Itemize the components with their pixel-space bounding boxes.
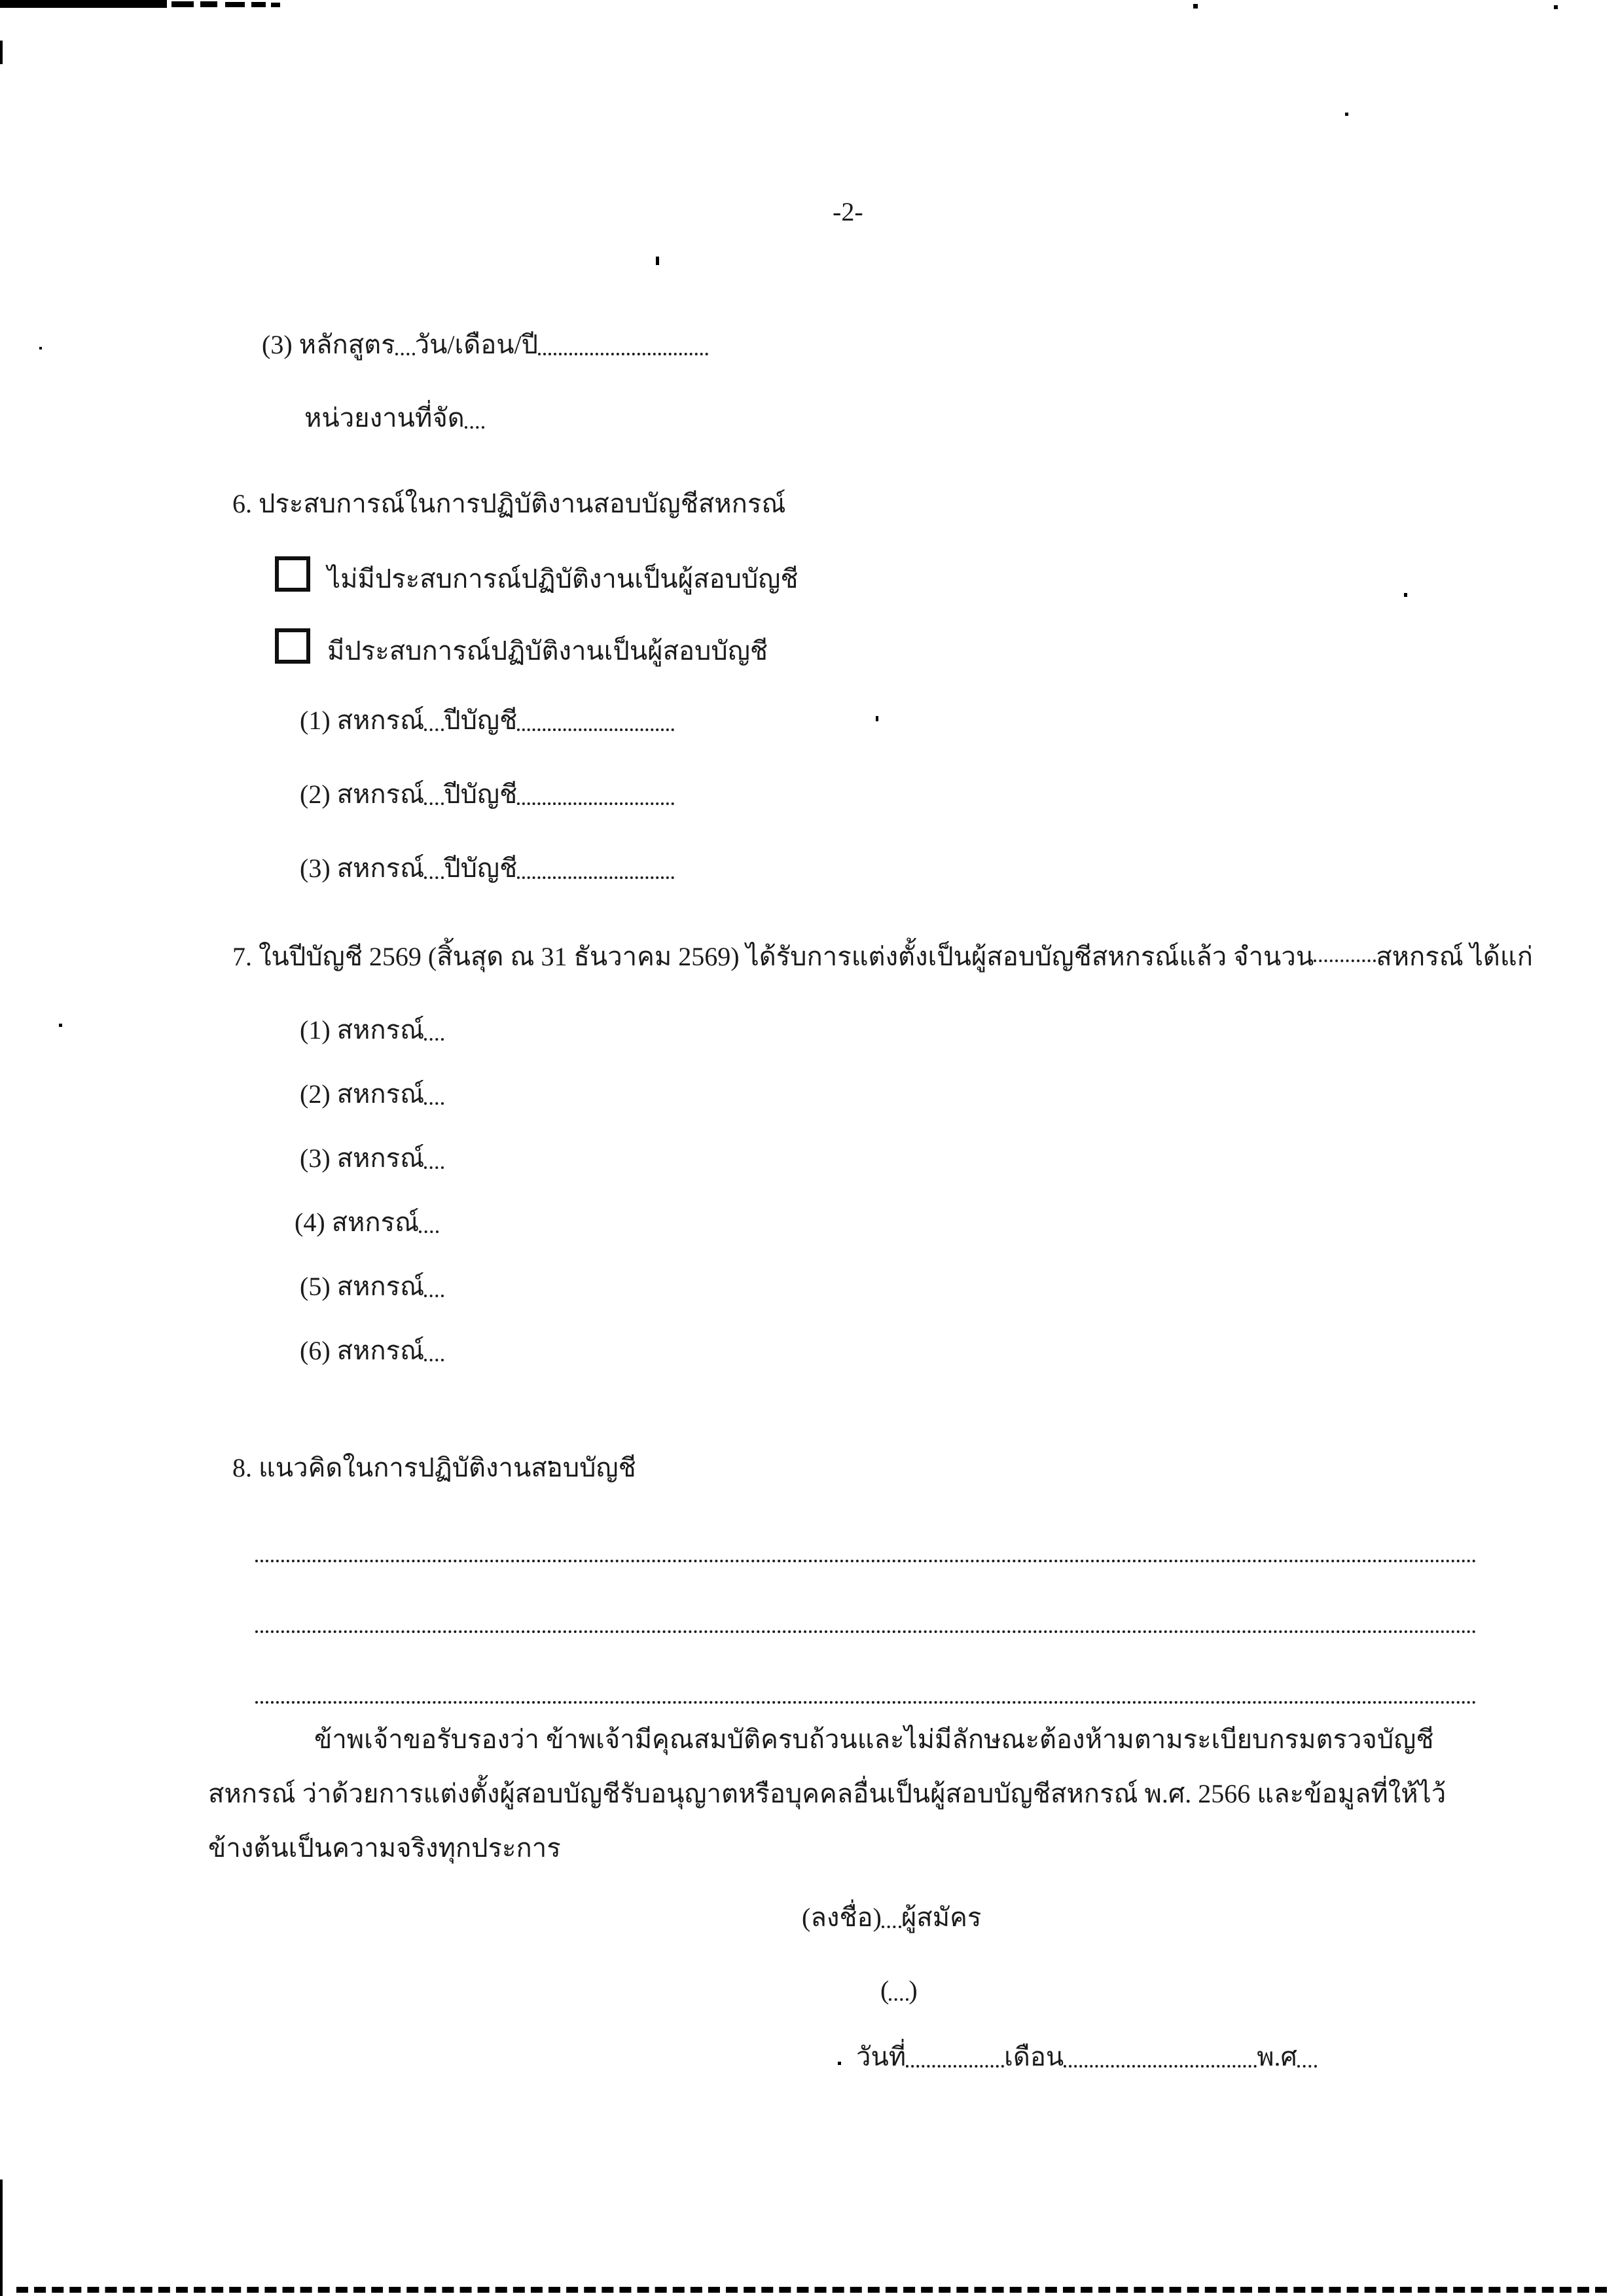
coop-label: (3) สหกรณ์: [300, 1143, 425, 1173]
section6-heading: 6. ประสบการณ์ในการปฏิบัติงานสอบบัญชีสหกรณ์: [232, 489, 786, 518]
coop-name-input-line[interactable]: [424, 1295, 444, 1297]
coop-name-input-line[interactable]: [424, 876, 444, 879]
option-no-experience: [275, 556, 799, 596]
coop-name-input-line[interactable]: [424, 1102, 444, 1105]
section7-heading-suffix: สหกรณ์ ได้แก่: [1376, 942, 1533, 971]
signature-row: [802, 1901, 1496, 1934]
month-label: เดือน: [1004, 2042, 1064, 2072]
scan-artifact: [39, 347, 42, 350]
scan-artifact: [0, 41, 3, 64]
concept-answer-line-2[interactable]: [255, 1630, 1477, 1633]
scan-artifact: [0, 2179, 3, 2296]
date-row: [856, 2041, 1422, 2073]
coop-name-input-line[interactable]: [424, 1166, 444, 1169]
scan-artifact: [251, 2, 266, 7]
coop-name-input-line[interactable]: [424, 728, 444, 731]
coop-label: (5) สหกรณ์: [300, 1272, 425, 1301]
signature-name-row: [880, 1974, 1427, 2007]
has-experience-label: มีประสบการณ์ปฏิบัติงานเป็นผู้สอบบัญชี: [327, 636, 768, 666]
scan-artifact: [1193, 4, 1198, 9]
course-date-label: วัน/เดือน/ปี: [414, 330, 539, 359]
fiscal-year-input-line[interactable]: [517, 802, 674, 805]
section8-heading: 8. แนวคิดในการปฏิบัติงานสอบบัญชี: [232, 1453, 636, 1482]
experience-row-2: [300, 778, 1477, 811]
scan-artifact: [656, 257, 659, 265]
has-experience-checkbox[interactable]: [275, 628, 310, 664]
month-input-line[interactable]: [1064, 2065, 1257, 2068]
fiscal-year-label: ปีบัญชี: [444, 853, 518, 883]
coop-label: (6) สหกรณ์: [300, 1336, 425, 1365]
coop-label: (1) สหกรณ์: [300, 706, 425, 735]
fiscal-year-label: ปีบัญชี: [444, 780, 518, 809]
page-number: -2-: [833, 197, 863, 226]
scan-artifact: [0, 0, 167, 8]
coop-name-input-line[interactable]: [424, 1359, 444, 1361]
scan-artifact: [271, 3, 280, 7]
date-label: วันที่: [856, 2042, 907, 2072]
scan-artifact: [1345, 113, 1348, 116]
appointed-row-1: [300, 1014, 1242, 1047]
organizer-input-line[interactable]: [465, 426, 484, 429]
appointed-row-3: [300, 1142, 1242, 1175]
declaration-line-3: ข้างต้นเป็นความจริงทุกประการ: [208, 1833, 561, 1863]
appointed-count-input-line[interactable]: [1314, 960, 1376, 962]
course-input-line[interactable]: [395, 353, 415, 355]
coop-name-input-line[interactable]: [424, 802, 444, 805]
scan-artifact: [225, 2, 245, 7]
scan-artifact: [16, 2287, 1607, 2293]
applicant-label: ผู้สมัคร: [901, 1903, 982, 1932]
paren-close: ): [908, 1975, 918, 2005]
fiscal-year-label: ปีบัญชี: [444, 706, 518, 735]
concept-answer-line-3[interactable]: [255, 1701, 1477, 1704]
appointed-row-5: [300, 1270, 1242, 1303]
era-label: พ.ศ: [1257, 2042, 1297, 2072]
scan-artifact: [200, 1, 217, 7]
concept-answer-line-1[interactable]: [255, 1560, 1477, 1562]
appointed-row-6: [300, 1335, 1242, 1367]
coop-label: (1) สหกรณ์: [300, 1015, 425, 1045]
scan-artifact: [59, 1024, 62, 1027]
signature-name-input-line[interactable]: [889, 1998, 908, 2001]
coop-label: (4) สหกรณ์: [295, 1208, 420, 1237]
coop-label: (3) สหกรณ์: [300, 853, 425, 883]
no-experience-checkbox[interactable]: [275, 556, 310, 592]
course-date-input-line[interactable]: [538, 353, 708, 355]
course-label: (3) หลักสูตร: [262, 330, 395, 359]
scan-artifact: [838, 2062, 841, 2065]
appointed-row-2: [300, 1078, 1242, 1111]
section7-heading-prefix: 7. ในปีบัญชี 2569 (สิ้นสุด ณ 31 ธันวาคม 2569) ได้รับการแต่งตั้งเป็นผู้สอบบัญชีสหกรณ์แล้ว จำนวน: [232, 942, 1314, 971]
fiscal-year-input-line[interactable]: [517, 728, 674, 731]
experience-row-1: [300, 704, 1477, 737]
scan-artifact: [171, 1, 194, 7]
coop-label: (2) สหกรณ์: [300, 1079, 425, 1109]
paren-open: (: [880, 1975, 890, 2005]
scan-artifact: [1554, 5, 1558, 9]
year-input-line[interactable]: [1297, 2065, 1317, 2068]
option-has-experience: [275, 628, 768, 668]
declaration-line-2: สหกรณ์ ว่าด้วยการแต่งตั้งผู้สอบบัญชีรับอนุญาตหรือบุคคลอื่นเป็นผู้สอบบัญชีสหกรณ์ พ.ศ. 2566 และข้อมูลที่ให้ไว้: [208, 1779, 1447, 1808]
no-experience-label: ไม่มีประสบการณ์ปฏิบัติงานเป็นผู้สอบบัญชี: [327, 564, 799, 594]
organizer-row: [304, 402, 1477, 435]
section7-heading: [232, 941, 1533, 973]
course-row: [262, 329, 1477, 361]
coop-name-input-line[interactable]: [419, 1230, 439, 1233]
day-input-line[interactable]: [906, 2065, 1004, 2068]
signature-input-line[interactable]: [882, 1926, 901, 1928]
coop-name-input-line[interactable]: [424, 1038, 444, 1041]
organizer-label: หน่วยงานที่จัด: [304, 403, 465, 433]
declaration-line-1: ข้าพเจ้าขอรับรองว่า ข้าพเจ้ามีคุณสมบัติครบถ้วนและไม่มีลักษณะต้องห้ามตามระเบียบกรมตรวจบัญชี: [314, 1725, 1434, 1754]
experience-row-3: [300, 852, 1477, 885]
scan-artifact: [1404, 593, 1407, 597]
fiscal-year-input-line[interactable]: [517, 876, 674, 879]
sign-label: (ลงชื่อ): [802, 1903, 882, 1932]
appointed-row-4: [295, 1206, 1242, 1239]
coop-label: (2) สหกรณ์: [300, 780, 425, 809]
